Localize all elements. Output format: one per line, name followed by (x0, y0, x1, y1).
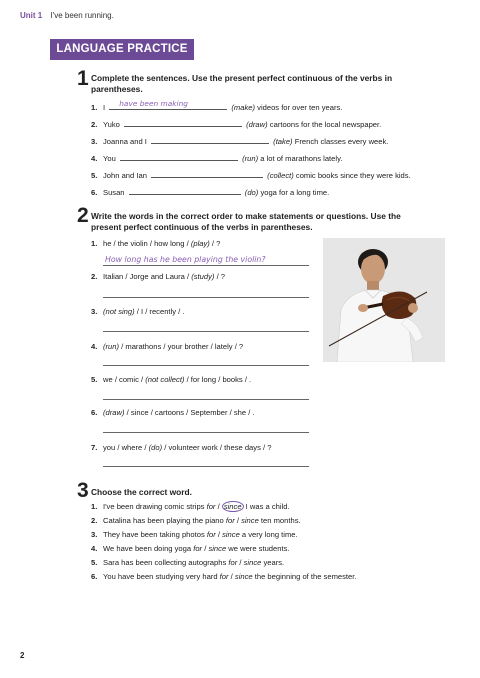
page-number: 2 (20, 651, 25, 660)
unit-title: I've been running. (50, 11, 114, 20)
item-number: 3. (91, 530, 98, 539)
violinist-illustration (323, 238, 445, 362)
verb-hint: (take) (273, 137, 293, 146)
item-number: 3. (91, 137, 98, 146)
ex1-item-1 (91, 101, 342, 113)
sentence-start: They have been taking photos (103, 530, 207, 539)
ex3-item-6: 6. You have been studying very hard for / since the beginning of the semester. (91, 572, 357, 581)
item-words-end: / for long / books / . (184, 375, 252, 384)
answer-line[interactable] (103, 331, 309, 332)
item-number: 1. (91, 103, 98, 112)
sentence-end: a very long time. (239, 530, 298, 539)
option-for[interactable]: for (206, 502, 216, 511)
verb-hint: (play) (190, 239, 210, 248)
ex2-item-3 (91, 307, 184, 317)
ex3-item-2: 2. Catalina has been playing the piano for / since ten months. (91, 516, 301, 525)
item-number: 4. (91, 342, 98, 351)
sentence-start: I've been drawing comic strips (103, 502, 207, 511)
answer-blank[interactable] (120, 152, 238, 161)
item-words: he / the violin / how long / (103, 239, 191, 248)
sentence-end: I was a child. (243, 502, 290, 511)
item-number: 1. (91, 502, 98, 511)
item-words-end: / ? (209, 239, 221, 248)
sentence-start: Catalina has been playing the piano (103, 516, 226, 525)
ex2-item-1 (91, 239, 220, 249)
ex1-item-4 (91, 152, 342, 164)
item-number: 4. (91, 544, 98, 553)
sentence-end: we were students. (226, 544, 290, 553)
item-rest: cartoons for the local newspaper. (269, 120, 382, 129)
option-since[interactable]: since (234, 572, 253, 581)
violinist-photo (323, 238, 445, 362)
answer-line[interactable] (103, 265, 309, 266)
item-words: you / where / (103, 443, 149, 452)
ex1-item-5 (91, 169, 411, 181)
verb-hint: (not sing) (103, 307, 135, 316)
item-words: Italian / Jorge and Laura / (103, 272, 192, 281)
verb-hint: (run) (103, 342, 120, 351)
item-number: 4. (91, 154, 98, 163)
answer-blank[interactable] (151, 135, 269, 144)
sentence-end: the beginning of the semester. (252, 572, 357, 581)
ex2-item-7 (91, 443, 271, 453)
sentence-end: years. (261, 558, 285, 567)
answer-line[interactable] (103, 466, 309, 467)
verb-hint: (do) (244, 188, 259, 197)
sentence-start: We have been doing yoga (103, 544, 194, 553)
verb-hint: (make) (231, 103, 256, 112)
item-rest: French classes every week. (294, 137, 389, 146)
item-words-end: / volunteer work / these days / ? (162, 443, 272, 452)
item-number: 2. (91, 516, 98, 525)
ex3-item-3: 3. They have been taking photos for / since a very long time. (91, 530, 298, 539)
option-for[interactable]: for (206, 530, 216, 539)
answer-blank[interactable] (151, 169, 263, 178)
item-number: 2. (91, 272, 98, 281)
item-number: 5. (91, 171, 98, 180)
answer-line[interactable] (103, 399, 309, 400)
option-for[interactable]: for (219, 572, 229, 581)
item-number: 1. (91, 239, 98, 248)
verb-hint: (do) (148, 443, 163, 452)
ex3-item-1: 1. I've been drawing comic strips for / since I was a child. (91, 502, 290, 511)
answer-blank[interactable] (124, 118, 242, 127)
item-subject: Joanna and I (103, 137, 147, 146)
ex1-item-6 (91, 186, 329, 198)
item-number: 5. (91, 375, 98, 384)
item-words: we / comic / (103, 375, 146, 384)
handwritten-answer: How long has he been playing the violin? (105, 255, 266, 264)
verb-hint: (run) (242, 154, 259, 163)
handwritten-answer: have been making (119, 99, 188, 108)
option-since-circled[interactable]: since (223, 502, 242, 511)
option-for[interactable]: for (193, 544, 203, 553)
item-subject: Yuko (103, 120, 120, 129)
ex2-item-4 (91, 342, 243, 352)
exercise-2-instruction: Write the words in the correct order to make statements or questions. Use the present perfect continuous of the verbs in parentheses. (91, 211, 401, 232)
item-rest: yoga for a long time. (260, 188, 330, 197)
ex2-item-6 (91, 408, 255, 418)
item-number: 3. (91, 307, 98, 316)
item-rest: a lot of marathons lately. (260, 154, 343, 163)
section-banner: LANGUAGE PRACTICE (50, 39, 194, 60)
item-subject: You (103, 154, 116, 163)
answer-line[interactable] (103, 365, 309, 366)
item-number: 6. (91, 572, 98, 581)
exercise-1-instruction: Complete the sentences. Use the present perfect continuous of the verbs in parentheses. (91, 73, 393, 94)
answer-blank[interactable] (109, 101, 227, 110)
item-words-end: / since / cartoons / September / she / . (124, 408, 255, 417)
exercise-3-instruction: Choose the correct word. (91, 487, 192, 497)
item-words-end: / I / recently / . (134, 307, 185, 316)
verb-hint: (draw) (246, 120, 268, 129)
ex2-item-2 (91, 272, 225, 282)
item-words-end: / ? (214, 272, 226, 281)
answer-line[interactable] (103, 432, 309, 433)
sentence-start: Sara has been collecting autographs (103, 558, 229, 567)
verb-hint: (draw) (103, 408, 125, 417)
item-rest: videos for over ten years. (257, 103, 343, 112)
verb-hint: (not collect) (145, 375, 185, 384)
item-number: 2. (91, 120, 98, 129)
option-since[interactable]: since (241, 516, 259, 525)
exercise-2-number: 2 (77, 204, 89, 227)
option-since[interactable]: since (243, 558, 262, 567)
answer-blank[interactable] (129, 186, 241, 195)
ex1-item-3 (91, 135, 388, 147)
item-number: 5. (91, 558, 98, 567)
item-subject: John and Ian (103, 171, 147, 180)
item-number: 7. (91, 443, 98, 452)
item-subject: I (103, 103, 106, 112)
verb-hint: (collect) (267, 171, 294, 180)
sentence-start: You have been studying very hard (103, 572, 220, 581)
answer-line[interactable] (103, 297, 309, 298)
option-since[interactable]: since (222, 530, 240, 539)
ex3-item-5: 5. Sara has been collecting autographs for / since years. (91, 558, 285, 567)
exercise-3-number: 3 (77, 479, 89, 502)
ex2-item-5 (91, 375, 251, 385)
exercise-1-number: 1 (77, 67, 89, 90)
option-for[interactable]: for (225, 516, 235, 525)
sentence-end: ten months. (258, 516, 301, 525)
option-since[interactable]: since (208, 544, 227, 553)
ex3-item-4: 4. We have been doing yoga for / since we were students. (91, 544, 290, 553)
option-for[interactable]: for (228, 558, 238, 567)
item-number: 6. (91, 408, 98, 417)
verb-hint: (study) (191, 272, 215, 281)
item-rest: comic books since they were kids. (295, 171, 411, 180)
ex1-item-2 (91, 118, 381, 130)
item-number: 6. (91, 188, 98, 197)
item-subject: Susan (103, 188, 125, 197)
unit-label: Unit 1 (20, 11, 43, 20)
item-words-end: / marathons / your brother / lately / ? (119, 342, 244, 351)
page-header (20, 11, 114, 20)
